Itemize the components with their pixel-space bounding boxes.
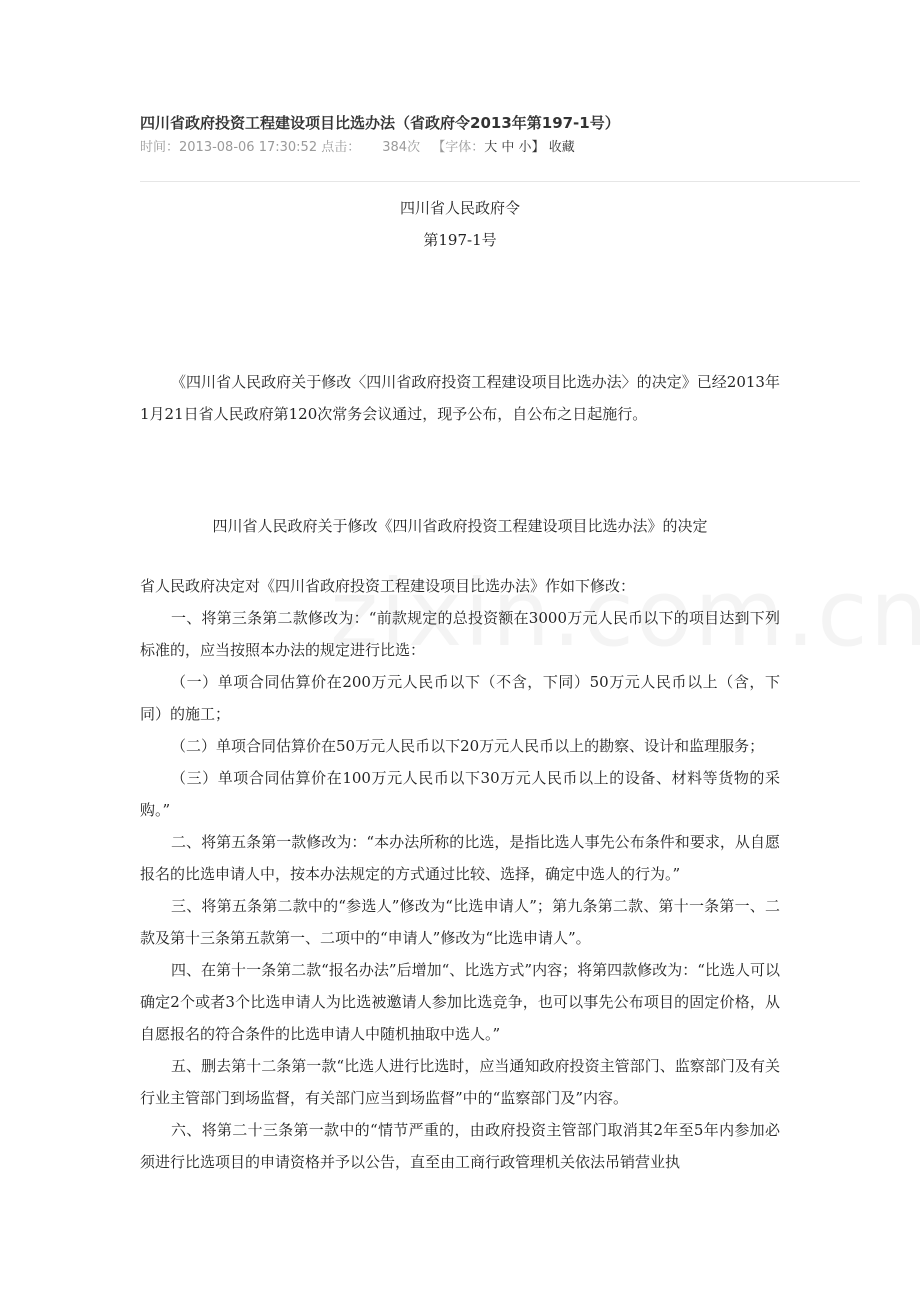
decision-title: 四川省人民政府关于修改《四川省政府投资工程建设项目比选办法》的决定 — [212, 517, 708, 535]
doc-paragraph: 一、将第三条第二款修改为：“前款规定的总投资额在3000万元人民币以下的项目达到下列标准的，应当按照本办法的规定进行比选： — [140, 609, 780, 659]
doc-paragraph: 四、在第十一条第二款“报名办法”后增加“、比选方式”内容；将第四款修改为：“比选人可以确定2个或者3个比选申请人为比选被邀请人参加比选竞争，也可以事先公布项目的固定价格，从自愿报名的符合条件的比选申请人中随机抽取中选人。” — [140, 961, 780, 1043]
font-size-label: 【字体： — [432, 140, 485, 155]
font-size-close: 】 — [531, 140, 545, 155]
doc-paragraph: 二、将第五条第一款修改为：“本办法所称的比选，是指比选人事先公布条件和要求，从自愿报名的比选申请人中，按本办法规定的方式通过比较、选择，确定中选人的行为。” — [140, 833, 780, 883]
article-meta — [140, 138, 860, 158]
doc-paragraph: （一）单项合同估算价在200万元人民币以下（不含，下同）50万元人民币以上（含，下同）的施工； — [140, 673, 780, 723]
doc-paragraph: （三）单项合同估算价在100万元人民币以下30万元人民币以上的设备、材料等货物的采购。” — [140, 769, 780, 819]
clicks-value: 384次 — [382, 140, 421, 155]
doc-paragraph: 三、将第五条第二款中的“参选人”修改为“比选申请人”；第九条第二款、第十一条第一、二款及第十三条第五款第一、二项中的“申请人”修改为“比选申请人”。 — [140, 897, 780, 947]
header-divider — [140, 181, 860, 182]
font-large-link[interactable]: 大 — [484, 140, 498, 155]
doc-number: 第197-1号 — [423, 231, 497, 249]
font-medium-link[interactable]: 中 — [501, 140, 515, 155]
doc-lead: 省人民政府决定对《四川省政府投资工程建设项目比选办法》作如下修改： — [140, 577, 636, 595]
article-title: 四川省政府投资工程建设项目比选办法（省政府令2013年第197-1号） — [140, 114, 620, 132]
article-header — [140, 112, 860, 158]
doc-issuer: 四川省人民政府令 — [399, 199, 520, 217]
clicks-label: 点击： — [321, 140, 361, 155]
time-label: 时间： — [140, 140, 180, 155]
document-body — [140, 192, 780, 1178]
favorite-link[interactable]: 收藏 — [548, 140, 575, 155]
doc-intro: 《四川省人民政府关于修改〈四川省政府投资工程建设项目比选办法〉的决定》已经2013年1月21日省人民政府第120次常务会议通过，现予公布，自公布之日起施行。 — [140, 373, 780, 423]
time-value: 2013-08-06 17:30:52 — [179, 140, 318, 155]
font-small-link[interactable]: 小 — [518, 140, 532, 155]
doc-paragraph: （二）单项合同估算价在50万元人民币以下20万元人民币以上的勘察、设计和监理服务； — [171, 737, 765, 755]
doc-paragraph: 五、删去第十二条第一款“比选人进行比选时，应当通知政府投资主管部门、监察部门及有关行业主管部门到场监督，有关部门应当到场监督”中的“监察部门及”内容。 — [140, 1057, 780, 1107]
doc-paragraph: 六、将第二十三条第一款中的“情节严重的，由政府投资主管部门取消其2年至5年内参加必须进行比选项目的申请资格并予以公告，直至由工商行政管理机关依法吊销营业执 — [140, 1121, 780, 1171]
